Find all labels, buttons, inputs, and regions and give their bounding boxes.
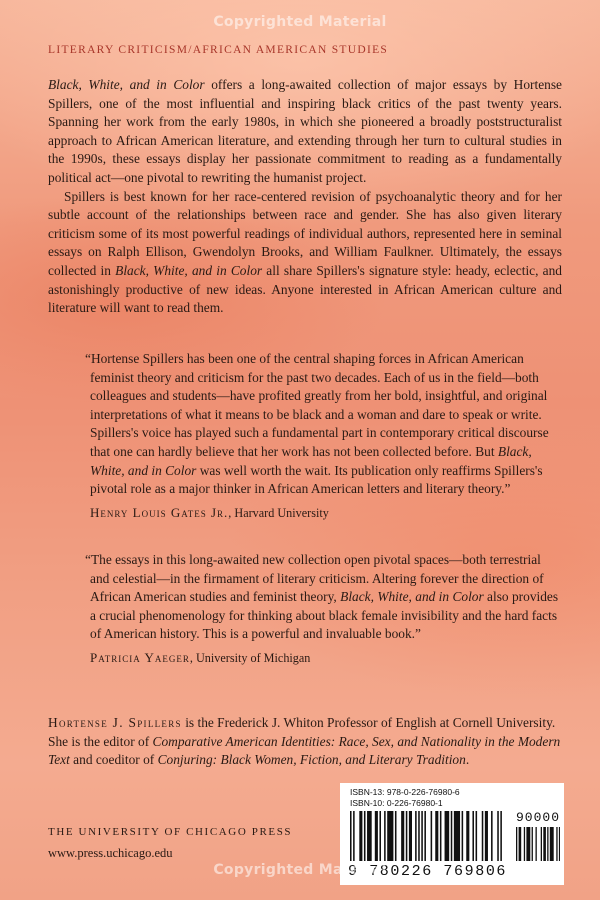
- barcode-bar: [375, 811, 378, 861]
- barcode-bar: [435, 811, 438, 861]
- book-title: Conjuring: Black Women, Fiction, and Literary Tradition: [157, 752, 466, 768]
- barcode-bar: [497, 811, 499, 861]
- barcode-bars: [350, 811, 510, 861]
- description-text: Spillers is best known for her race-centered revision of psychoanalytic theory and for her subtle account of the relationships between race and gender. She has also given literary criticism some of its most powerful readings of individual authors, represented here in seminal essays on Ralph Ellison, Gwendolyn Brooks, and William Faulkner. Ultimately, the essays collected in: [48, 188, 562, 278]
- barcode-bar: [550, 827, 554, 861]
- barcode-bar: [409, 811, 412, 861]
- barcode-bar: [547, 827, 548, 861]
- barcode-digits: 9 780226 769806: [348, 863, 508, 880]
- blurb-affiliation: , Harvard University: [228, 505, 329, 520]
- book-title: Black, White, and in Color: [340, 589, 484, 605]
- barcode-bar: [532, 827, 533, 861]
- description-paragraph-1: [48, 76, 562, 188]
- barcode-bar: [387, 811, 393, 861]
- blurb-attribution: [90, 649, 562, 668]
- blurb-author: Patricia Yaeger: [90, 649, 190, 665]
- barcode-bar: [454, 811, 460, 861]
- barcode-bar: [541, 827, 542, 861]
- barcode-bar: [536, 827, 537, 861]
- blurb-yaeger: [85, 551, 562, 668]
- barcode-bar: [482, 811, 484, 861]
- book-title: Black, White, and in Color: [90, 443, 532, 478]
- barcode-bar: [491, 811, 493, 861]
- barcode-bar: [526, 827, 530, 861]
- publisher-url[interactable]: www.press.uchicago.edu: [48, 846, 173, 860]
- barcode-bar: [364, 811, 366, 861]
- barcode-bar: [431, 811, 433, 861]
- barcode-bar: [462, 811, 464, 861]
- book-title: Comparative American Identities: Race, Sex, and Nationality in the Modern Text: [48, 733, 561, 768]
- barcode-addon-bars: [516, 827, 560, 861]
- blurb-attribution: [90, 504, 562, 523]
- barcode-bar: [353, 811, 355, 861]
- description-text: offers a long-awaited collection of major essays by Hortense Spillers, one of the most influential and inspiring black critics of the past twenty years. Spanning her work from the early 1980s, in which she pioneered a broadly poststructuralist approach to African American literature, and extending through her turn to cultural studies in the 1990s, these essays display her passionate commitment to reading as a fundamentally political act—one pivotal to rewriting the humanist project.: [48, 77, 562, 185]
- barcode-bar: [516, 827, 517, 861]
- description-text: all share Spillers's signature style: heady, eclectic, and astonishingly productive of new ideas. Anyone interested in African American culture and literature will want to read them.: [48, 262, 562, 316]
- barcode-bar: [406, 811, 408, 861]
- blurb-gates: [85, 350, 562, 522]
- barcode-bar: [466, 811, 469, 861]
- barcode-bar: [401, 811, 404, 861]
- watermark-bottom: Copyrighted Material: [213, 862, 387, 878]
- barcode-bar: [359, 811, 362, 861]
- isbn-10-label: ISBN-10: 0-226-76980-1: [350, 798, 443, 808]
- blurb-author: Henry Louis Gates Jr.: [90, 504, 229, 520]
- barcode-bar: [350, 811, 352, 861]
- blurb-text: “Hortense Spillers has been one of the central shaping forces in African American feminist theory and criticism for the past two decades. Each of us in the field—both colleagues and students—have profited greatly from her bold, insightful, and original interpretations of what it means to be black and a woman and dare to speak or write. Spillers's voice has played such a fundamental part in contemporary critical discourse that one can hardly believe that her work has not been collected before. But Black, White, and in Color was well worth the wait. Its publication only reaffirms Spillers's pivotal role as a major thinker in African American letters and literary theory.”: [85, 351, 549, 497]
- barcode-bar: [500, 811, 502, 861]
- barcode-bar: [415, 811, 417, 861]
- barcode-bar: [485, 811, 488, 861]
- barcode-bar: [395, 811, 397, 861]
- barcode-bar: [556, 827, 557, 861]
- author-name: Hortense J. Spillers: [48, 715, 182, 730]
- category-label: LITERARY CRITICISM/AFRICAN AMERICAN STUDIES: [48, 44, 389, 56]
- barcode-bar: [559, 827, 560, 861]
- author-bio: Hortense J. Spillers is the Frederick J. Whiton Professor of English at Cornell University. She is the editor of Comparative American Identities: Race, Sex, and Nationality in the Modern Text and coeditor of Conjuring: Black Women, Fiction, and Literary Tradition.: [48, 715, 561, 768]
- barcode-bar: [379, 811, 381, 861]
- barcode-bar: [543, 827, 546, 861]
- book-title: Black, White, and in Color: [48, 77, 205, 92]
- barcode-bar: [476, 811, 478, 861]
- barcode-bar: [418, 811, 420, 861]
- barcode-bar: [421, 811, 423, 861]
- price-code: 90000: [516, 810, 561, 825]
- book-title: Black, White, and in Color: [115, 262, 263, 278]
- barcode-bar: [524, 827, 525, 861]
- description: [48, 76, 562, 318]
- barcode-bar: [440, 811, 442, 861]
- barcode-bar: [472, 811, 474, 861]
- barcode-bar: [384, 811, 386, 861]
- blurb-text: “The essays in this long-awaited new collection open pivotal spaces—both terrestrial and celestial—in the firmament of literary criticism. Altering forever the direction of African American studies and feminist theory, Black, White, and in Color also provides a crucial phenomenology for thinking about black female invisibility and the hard facts of American history. This is a powerful and invaluable book.”: [85, 552, 559, 642]
- isbn-13-label: ISBN-13: 978-0-226-76980-6: [350, 787, 460, 797]
- barcode-bar: [367, 811, 372, 861]
- description-paragraph-2: [48, 188, 562, 318]
- barcode-bar: [451, 811, 453, 861]
- barcode-bar: [424, 811, 426, 861]
- barcode-bar: [445, 811, 450, 861]
- barcode-bar: [519, 827, 522, 861]
- publisher-name: THE UNIVERSITY OF CHICAGO PRESS: [48, 826, 293, 838]
- blurb-affiliation: , University of Michigan: [189, 650, 311, 665]
- watermark-top: Copyrighted Material: [213, 14, 387, 30]
